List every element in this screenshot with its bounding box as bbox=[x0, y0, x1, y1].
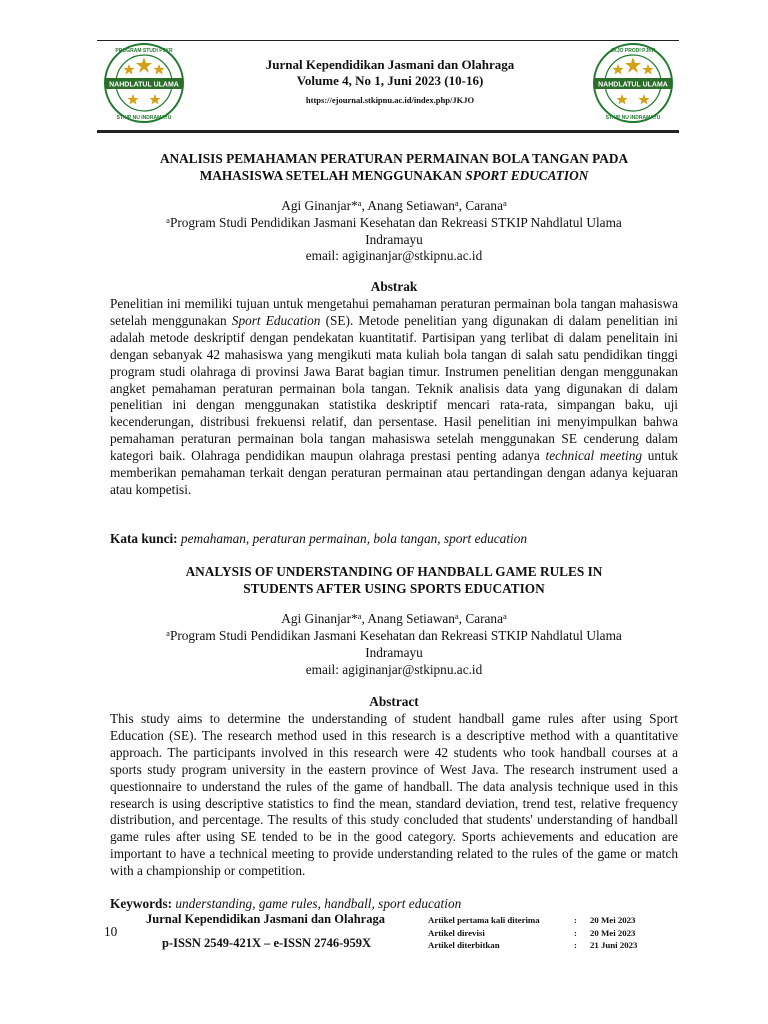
logo-right-center-text: NAHDLATUL ULAMA bbox=[598, 81, 668, 89]
title-english-line1: ANALYSIS OF UNDERSTANDING OF HANDBALL GAME RULES IN bbox=[185, 564, 603, 579]
footer-journal-name: Jurnal Kependidikan Jasmani dan Olahraga bbox=[146, 912, 385, 926]
title-indonesian bbox=[110, 150, 678, 184]
affiliation-indonesian: $^a$Program Studi Pendidikan Jasmani Kesehatan dan Rekreasi STKIP Nahdlatul Ulama Indramayu bbox=[166, 215, 622, 247]
abstract-indonesian: Penelitian ini memiliki tujuan untuk mengetahui pemahaman peraturan permainan bola tangan mahasiswa setelah menggunakan Sport Education (SE). Metode penelitian yang digunakan di dalam penelitian ini adalah metode deskriptif dengan pendekatan kuantitatif. Partisipan yang terlibat di dalam penelitain ini dengan sebanyak 42 mahasiswa yang mengikuti mata kuliah bola tangan di salah satu pendidikan tinggi program studi olahraga di provinsi Jawa Barat bagian timur. Instrumen penelitian dengan menggunakan angket pemahaman peraturan permainan bola tangan. Teknik analisis data yang digunakan di dalam penelitian ini dengan menggunakan statistika deskriptif mencari rata-rata, simpangan baku, uji kecenderungan, distribusi frekuensi relatif, dan persentase. Hasil penelitian ini menyimpulkan bahwa pemahaman peraturan permainan bola tangan mahasiswa setelah menggunakan SE cenderung dalam kategori baik. Olahraga pendidikan maupun olahraga prestasi penting adanya technical meeting untuk memberikan pemahaman terkait dengan peraturan permainan atau pertandingan dengan adanya kejuaran atau kompetisi. bbox=[110, 296, 678, 497]
authors-indonesian: Agi Ginanjar*$^a$, Anang Setiawan$^a$, Carana$^a$ bbox=[281, 198, 507, 213]
journal-volume: Volume 4, No 1, Juni 2023 (10-16) bbox=[296, 73, 484, 88]
article-dates bbox=[428, 914, 660, 952]
keywords-indonesian: Kata kunci: pemahaman, peraturan permainan, bola tangan, sport education bbox=[110, 531, 528, 546]
date-row-received: Artikel pertama kali diterima : 20 Mei 2023 bbox=[428, 915, 636, 925]
journal-logo-left bbox=[103, 42, 185, 124]
email-indonesian[interactable]: email: agiginanjar@stkipnu.ac.id bbox=[305, 248, 483, 263]
header-rule-bottom bbox=[97, 130, 679, 133]
title-english bbox=[110, 563, 678, 597]
logo-left-top-text: PROGRAM STUDI PJKR bbox=[115, 48, 173, 54]
header-rule-top bbox=[97, 40, 679, 41]
footer-issn: p-ISSN 2549-421X – e-ISSN 2746-959X bbox=[162, 936, 372, 950]
logo-right-top-text: JKJO PRODI PJKR bbox=[610, 48, 656, 54]
authors-english: Agi Ginanjar*$^a$, Anang Setiawan$^a$, Carana$^a$ bbox=[281, 611, 507, 626]
abstract-heading-english: Abstract bbox=[369, 694, 419, 709]
journal-url[interactable]: https://ejournal.stkipnu.ac.id/index.php/JKJO bbox=[305, 95, 475, 105]
abstract-english: This study aims to determine the understanding of student handball game rules after using Sport Education (SE). The research method used in this research is a descriptive method with a quantitative approach. The participants involved in this research were 42 students who took handball courses at a sports study program university in the eastern province of West Java. The research instrument used a questionnaire to understand the rules of the game of handball. The data analysis technique used in this research is using descriptive statistics to find the mean, standard deviation, trend test, relative frequency distribution, and percentage. The results of this study concluded that students' understanding of handball game rules after using SE tended to be in the good category. Sports achievements and education are important to have a technical meeting to provide understanding related to the rules of the game or match with a championship or competition. bbox=[110, 711, 678, 879]
title-indonesian-line2: MAHASISWA SETELAH MENGGUNAKAN SPORT EDUCATION bbox=[199, 168, 589, 183]
date-row-published: Artikel diterbitkan : 21 Juni 2023 bbox=[428, 940, 638, 950]
title-english-line2: STUDENTS AFTER USING SPORTS EDUCATION bbox=[243, 581, 545, 596]
journal-header bbox=[200, 57, 580, 105]
logo-left-bottom-text: STKIP NU INDRAMAYU bbox=[116, 115, 172, 121]
page-number: 10 bbox=[104, 924, 118, 939]
affiliation-english: $^a$Program Studi Pendidikan Jasmani Kesehatan dan Rekreasi STKIP Nahdlatul Ulama Indramayu bbox=[166, 628, 622, 660]
title-indonesian-line1: ANALISIS PEMAHAMAN PERATURAN PERMAINAN BOLA TANGAN PADA bbox=[159, 151, 629, 166]
logo-left-center-text: NAHDLATUL ULAMA bbox=[109, 81, 179, 89]
keywords-english: Keywords: understanding, game rules, handball, sport education bbox=[110, 896, 462, 911]
abstract-heading-indonesian: Abstrak bbox=[370, 279, 418, 294]
journal-title: Jurnal Kependidikan Jasmani dan Olahraga bbox=[265, 57, 515, 72]
date-row-revised: Artikel direvisi : 20 Mei 2023 bbox=[428, 927, 636, 938]
journal-logo-right bbox=[592, 42, 674, 124]
logo-right-bottom-text: STKIP NU INDRAMAYU bbox=[605, 115, 661, 121]
email-english[interactable]: email: agiginanjar@stkipnu.ac.id bbox=[305, 662, 483, 677]
